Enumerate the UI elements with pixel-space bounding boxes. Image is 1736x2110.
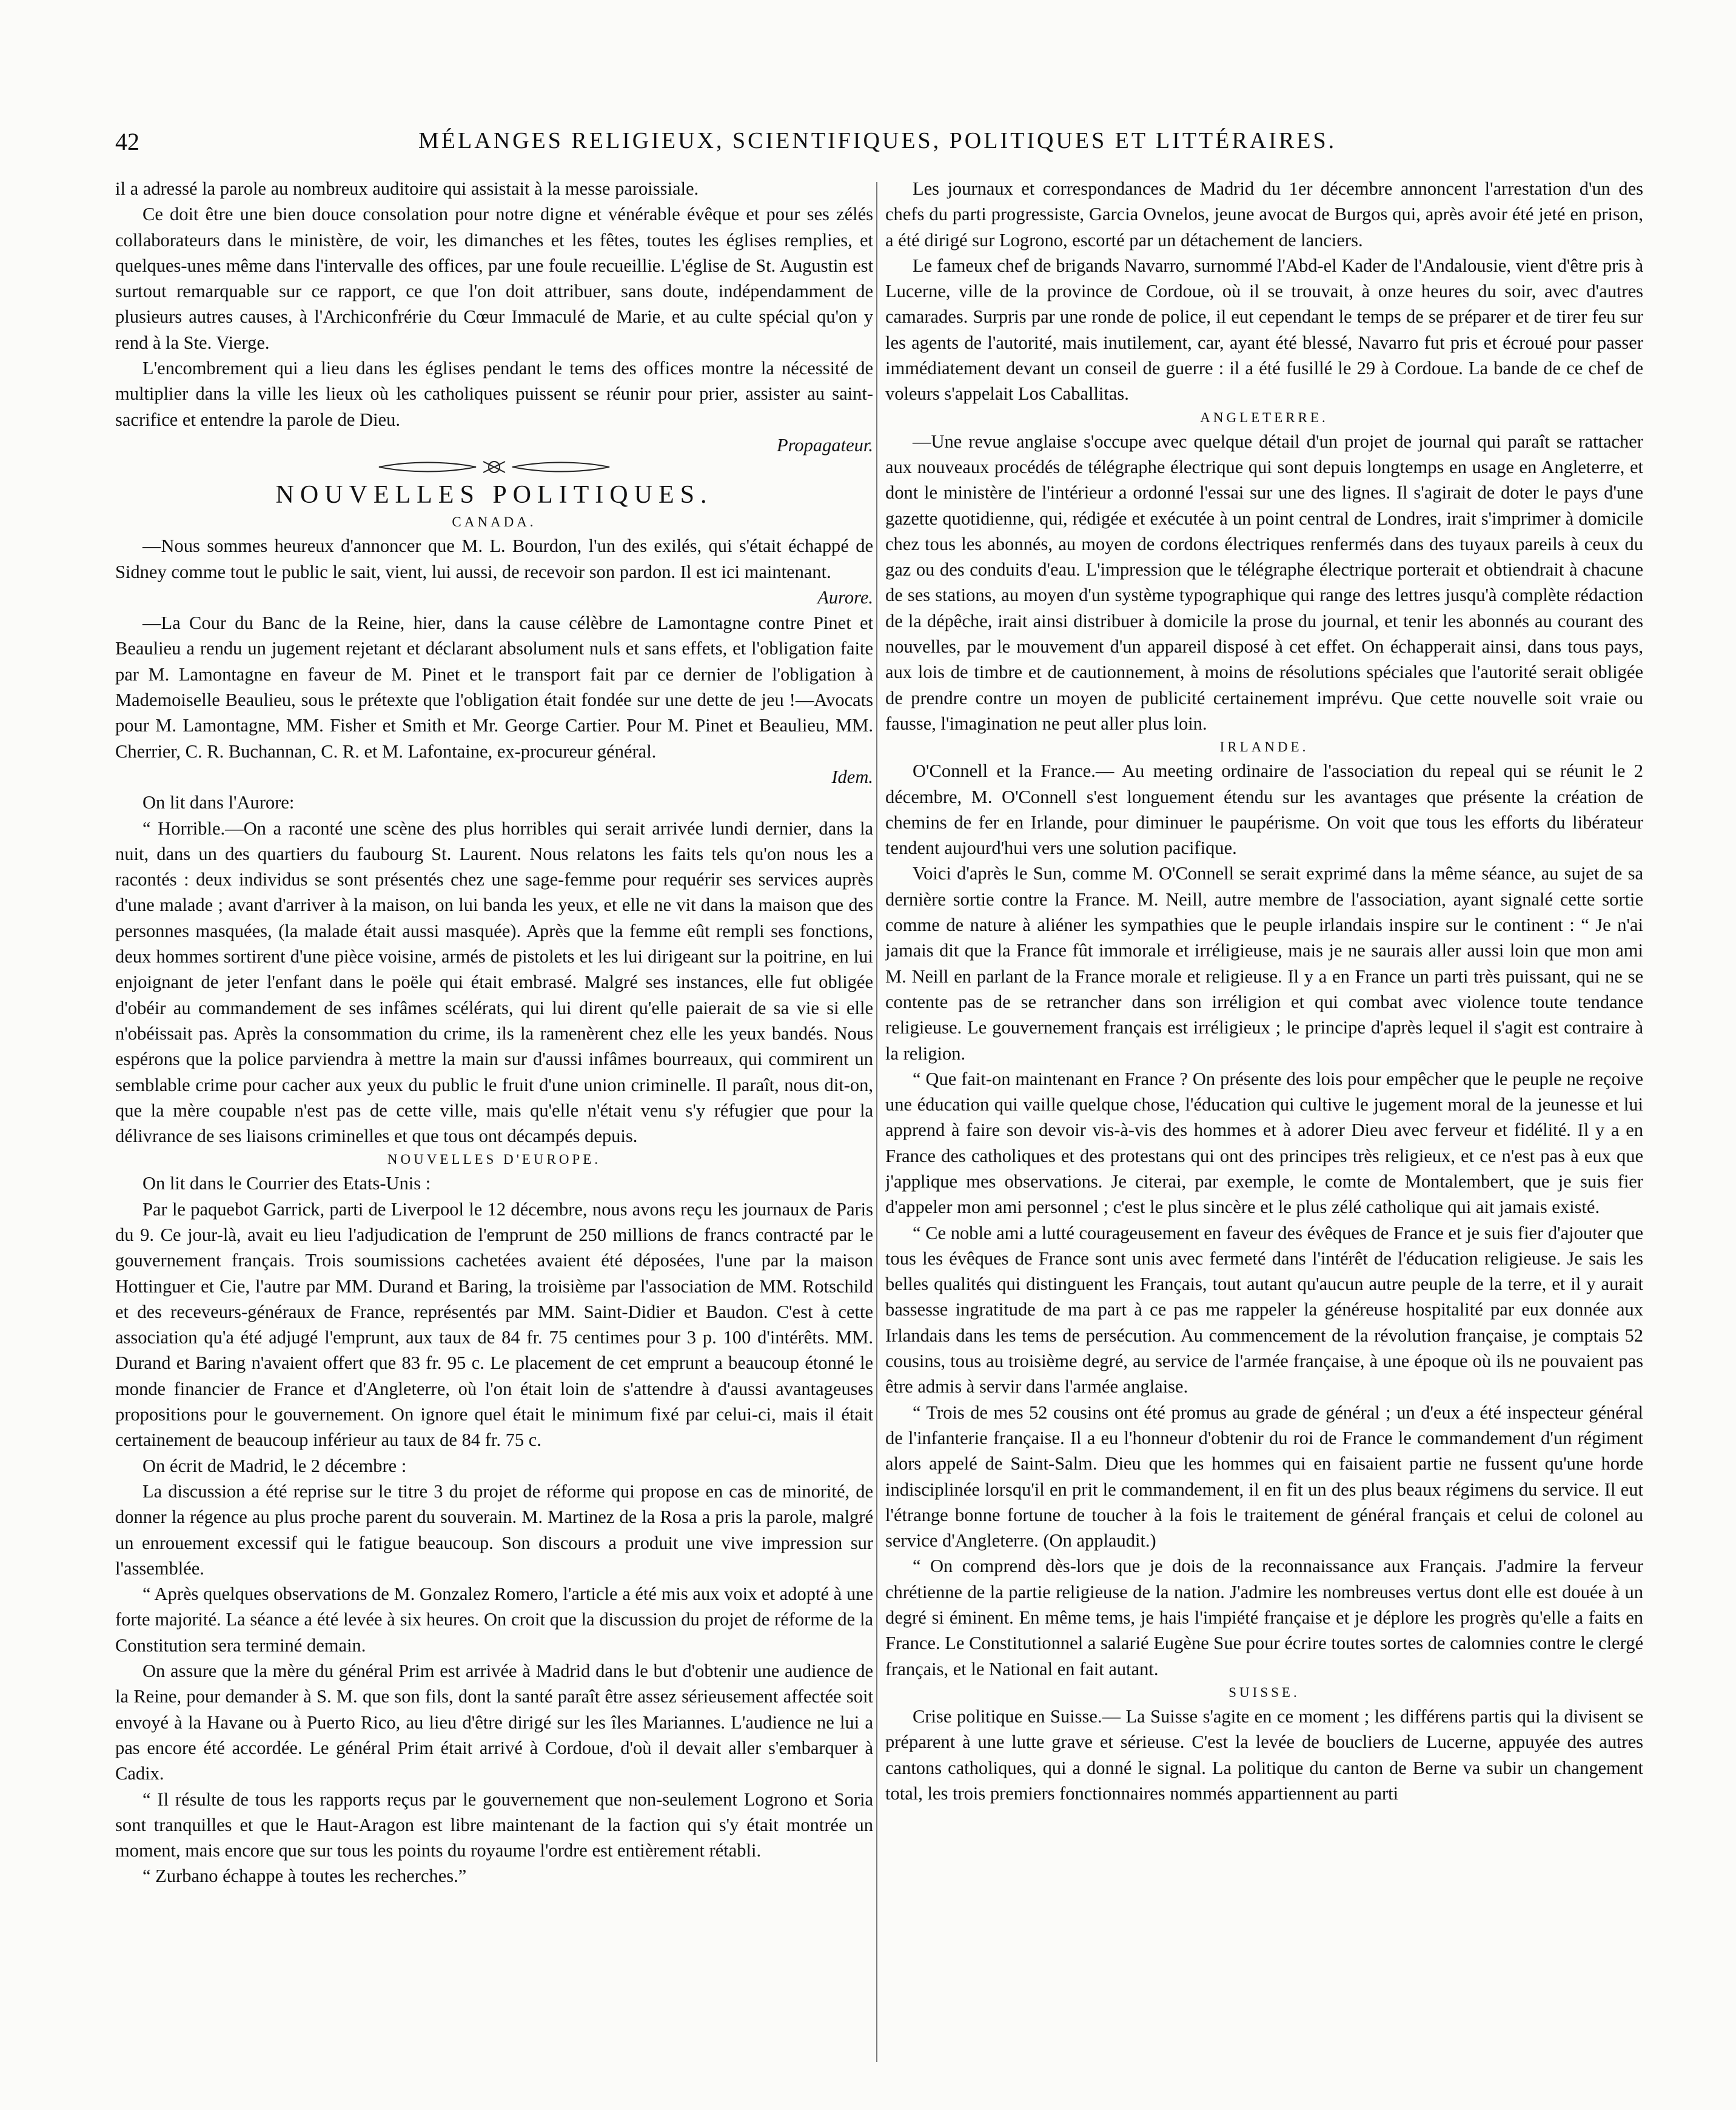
paragraph: Crise politique en Suisse.— La Suisse s'agite en ce moment ; les différens partis qui la divisent se préparent à une lutte grave et sérieuse. C'est la levée de boucliers de Lucerne, appuyée des autres cantons catholiques, qui a donné le signal. La politique du canton de Berne va subir un changement total, les trois premiers fonctionnaires nommés appartiennent au parti: [885, 1705, 1643, 1804]
paragraph: Le fameux chef de brigands Navarro, surnommé l'Abd-el Kader de l'Andalousie, vient d'être pris à Lucerne, ville de la province de Cordoue, où il se trouvait, à onze heures du soir, avec d'autres camarades. Surpris par une ronde de police, il eut cependant le temps de se préparer et de tirer feu sur les agents de l'autorité, mais inutilement, car, ayant été blessé, Navarro fut pris et écroué pour passer immédiatement devant un conseil de guerre : il a été fusillé le 29 à Cordoue. La bande de ce chef de voleurs s'appelait Los Caballitas.: [885, 255, 1643, 405]
paragraph: “ Horrible.—On a raconté une scène des plus horribles qui serait arrivée lundi dernier, dans la nuit, dans un des quartiers du faubourg St. Laurent. Nous relatons les faits tels qu'on nous les a racontés : deux individus se sont présentés chez une sage-femme pour requérir ses services auprès d'une malade ; avant d'arriver à la maison, on lui banda les yeux, et elle ne vit dans la maison que des personnes masquées, (la malade était aussi masquée). Après que la femme eût rempli ses fonctions, deux hommes sortirent d'une pièce voisine, armés de pistolets et les lui dirigeant sur la poitrine, en lui enjoignant de jeter l'enfant dans le poële qui était embrasé. Malgré ses instances, elle fut obligée d'obéir au commandement de ses infâmes scélérats, qui lui dirent qu'elle paierait de sa vie si elle n'obéissait pas. Après la consommation du crime, ils la ramenèrent chez elle les yeux bandés. Nous espérons que la police parviendra à mettre la main sur d'aussi infâmes bourreaux, qui commirent un semblable crime pour cacher aux yeux du public le fruit d'une union criminelle. Il paraît, nous dit-on, que la mère coupable n'est pas de cette ville, mais qu'elle n'était venu s'y réfugier que pour la délivrance de ses liaisons criminelles et que tous ont décampés depuis.: [115, 818, 873, 1147]
paragraph: O'Connell et la France.— Au meeting ordinaire de l'association du repeal qui se réunit le 2 décembre, M. O'Connell s'est longuement étendu sur les avantages que présente la création de chemins de fer en Irlande, pour diminuer le paupérisme. On voit que tous les efforts du libérateur tendent aujourd'hui vers une solution pacifique.: [885, 761, 1643, 859]
paragraph: “ Après quelques observations de M. Gonzalez Romero, l'article a été mis aux voix et adopté à une forte majorité. La séance a été levée à six heures. On croit que la discussion du projet de réforme de la Constitution sera terminé demain.: [115, 1584, 873, 1656]
left-column: [115, 176, 873, 2074]
subsection-title: NOUVELLES D'EUROPE.: [387, 1152, 602, 1168]
subsection-title: SUISSE.: [1228, 1684, 1300, 1700]
paragraph: —Une revue anglaise s'occupe avec quelque détail d'un projet de journal qui paraît se rattacher aux nouveaux procédés de télégraphe électrique qui sont depuis longtemps en usage en Angleterre, et dont le ministère de l'intérieur a ordonné l'essai sur une des lignes. Il s'agirait de doter le pays d'une gazette quotidienne, qui, rédigée et exécutée à un point central de Londres, irait s'imprimer à domicile chez tous les abonnés, au moyen de cordons électriques renfermés dans des tuyaux pareils à ceux du gaz ou des conduits d'eau. L'impression que le télégraphe électrique porterait et obtiendrait à chacune de ses stations, au moyen d'un système typographique qui range des lettres jusqu'à complète rédaction de la dépêche, irait ainsi distribuer à domicile la prose du journal, et tenir les abonnés au courant des nouvelles, par le mouvement d'un appareil disposé à cet effet. On échapperait ainsi, dans tous pays, aux lois de timbre et de cautionnement, à moins de résolutions spéciales que l'autorité serait obligée de prendre contre un moyen de publicité certainement imprévu. Que cette nouvelle soit vraie ou fausse, l'imagination ne peut aller plus loin.: [885, 431, 1643, 734]
paragraph: Voici d'après le Sun, comme M. O'Connell se serait exprimé dans la même séance, au sujet de sa dernière sortie contre la France. M. Neill, autre membre de l'association, ayant signalé cette sortie comme de nature à aliéner les sympathies que le peuple irlandais inspire sur le continent : “ Je n'ai jamais dit que la France fût immorale et irréligieuse, mais je ne saurais aller aussi loin que mon ami M. Neill en parlant de la France morale et religieuse. Il y a en France un parti très puissant, qui ne se contente pas de se retrancher dans son irréligion et qui combat avec violence toute tendance religieuse. Le gouvernement français est irréligieux ; le principe d'après lequel il s'agit est contraire à la religion.: [885, 863, 1643, 1064]
source-signature: Idem.: [831, 766, 873, 787]
paragraph: “ Zurbano échappe à toutes les recherches.”: [142, 1866, 467, 1887]
ornament-divider: [115, 458, 873, 476]
page-header: [115, 127, 1631, 170]
paragraph: On lit dans l'Aurore:: [142, 792, 295, 813]
subsection-title: ANGLETERRE.: [1200, 409, 1329, 425]
paragraph: On lit dans le Courrier des Etats-Unis :: [142, 1173, 431, 1194]
paragraph: —La Cour du Banc de la Reine, hier, dans la cause célèbre de Lamontagne contre Pinet et Beaulieu a rendu un jugement rejetant et déclarant absolument nuls et sans effets, et l'obligation faite par M. Lamontagne en faveur de M. Pinet et le transport fait par ce dernier de l'obligation à Mademoiselle Beaulieu, sous le prétexte que l'obligation était fondée sur une dette de jeu !—Avocats pour M. Lamontagne, MM. Fisher et Smith et Mr. George Cartier. Pour M. Pinet et Beaulieu, MM. Cherrier, C. R. Buchannan, C. R. et M. Lafontaine, ex-procureur général.: [115, 613, 873, 762]
paragraph: Par le paquebot Garrick, parti de Liverpool le 12 décembre, nous avons reçu les journaux de Paris du 9. Ce jour-là, avait eu lieu l'adjudication de l'emprunt de 250 millions de francs contracté par le gouvernement français. Trois soumissions cachetées avaient été déposées, l'une par la maison Hottinguer et Cie, l'autre par MM. Durand et Baring, la troisième par l'association de MM. Rotschild et des receveurs-généraux de France, représentés par MM. Saint-Didier et Baudon. C'est à cette association qu'a été adjugé l'emprunt, aux taux de 84 fr. 75 centimes pour 3 p. 100 d'intérêts. MM. Durand et Baring n'avaient offert que 83 fr. 95 c. Le placement de cet emprunt a beaucoup étonné le monde financier de France et d'Angleterre, où l'on était loin de s'attendre à d'aussi avantageuses propositions pour le gouvernement. On ignore quel était le minimum fixé par celui-ci, mais il était certainement de beaucoup inférieur au taux de 84 fr. 75 c.: [115, 1198, 873, 1451]
paragraph: il a adressé la parole au nombreux auditoire qui assistait à la messe paroissiale.: [115, 178, 699, 199]
paragraph: “ Que fait-on maintenant en France ? On présente des lois pour empêcher que le peuple ne reçoive une éducation qui vaille quelque chose, l'éducation qui cultive le jugement moral de la jeunesse et lui apprend à faire son devoir vis-à-vis des hommes et à adorer Dieu avec ferveur et fidélité. Il y a en France des catholiques et des protestans qui ont des principes très religieux, et ce n'est pas à eux que j'applique mes observations. Je citerai, par exemple, le comte de Montalembert, que je suis fier d'appeler mon ami personnel ; c'est le plus sincère et le plus zélé catholique qui ait jamais existé.: [885, 1068, 1643, 1218]
paragraph: Les journaux et correspondances de Madrid du 1er décembre annoncent l'arrestation d'un des chefs du parti progressiste, Garcia Ovnelos, jeune avocat de Burgos qui, après avoir été jeté en prison, a été dirigé sur Logrono, escorté par un détachement de lanciers.: [885, 178, 1643, 250]
paragraph: “ Il résulte de tous les rapports reçus par le gouvernement que non-seulement Logrono et Soria sont tranquilles et que le Haut-Aragon est libre maintenant de la faction qui s'y était montrée un moment, mais encore que sur tous les points du royaume l'ordre est entièrement rétabli.: [115, 1789, 873, 1861]
paragraph: La discussion a été reprise sur le titre 3 du projet de réforme qui propose en cas de minorité, de donner la régence au plus proche parent du souverain. M. Martinez de la Rosa a pris la parole, malgré un enrouement excessif qui le fatigue beaucoup. Son discours a produit une vive impression sur l'assemblée.: [115, 1480, 873, 1579]
subsection-title: CANADA.: [452, 514, 537, 530]
subsection-title: IRLANDE.: [1219, 739, 1309, 755]
source-signature: Aurore.: [817, 586, 873, 608]
source-signature: Propagateur.: [777, 434, 873, 455]
paragraph: —Nous sommes heureux d'annoncer que M. L. Bourdon, l'un des exilés, qui s'était échappé de Sidney comme tout le public le sait, vient, lui aussi, de recevoir son pardon. Il est ici maintenant.: [115, 536, 873, 582]
paragraph: “ Trois de mes 52 cousins ont été promus au grade de général ; un d'eux a été inspecteur général de l'infanterie française. Il a eu l'honneur d'obtenir du roi de France le commandement d'un régiment alors appelé de Saint-Salm. Dieu que les hommes qui en faisaient partie ne fussent qu'une horde indisciplinée lorsqu'il en prit le commandement, il en fit un des plus beaux régimens du service. Il eut l'étrange bonne fortune de toucher à la fois le traitement de général français et celui de colonel au service d'Angleterre. (On applaudit.): [885, 1402, 1643, 1551]
paragraph: Ce doit être une bien douce consolation pour notre digne et vénérable évêque et pour ses zélés collaborateurs dans le ministère, de voir, les dimanches et les fêtes, toutes les églises remplies, et quelques-unes même dans l'intervalle des offices, par une foule recueillie. L'église de St. Augustin est surtout remarquable sur ce rapport, ce que l'on doit attribuer, sans doute, indépendamment de plusieurs autres causes, à l'Archiconfrérie du Cœur Immaculé de Marie, et au culte spécial qu'on y rend à la Ste. Vierge.: [115, 204, 873, 353]
page-number: 42: [115, 128, 139, 155]
section-title: NOUVELLES POLITIQUES.: [275, 481, 713, 509]
running-title: MÉLANGES RELIGIEUX, SCIENTIFIQUES, POLITIQUES ET LITTÉRAIRES.: [418, 128, 1337, 153]
paragraph: L'encombrement qui a lieu dans les églises pendant le tems des offices montre la nécessité de multiplier dans la ville les lieux où les catholiques puissent se réunir pour prier, assister au saint-sacrifice et entendre la parole de Dieu.: [115, 358, 873, 430]
column-divider: [876, 182, 877, 2062]
paragraph: “ Ce noble ami a lutté courageusement en faveur des évêques de France et je suis fier d'ajouter que tous les évêques de France sont unis avec fermeté dans l'intérêt de l'éducation religieuse. Je sais les belles qualités qui distinguent les Français, tout autant qu'aucun autre peuple de la terre, et il y aurait bassesse ingratitude de ma part à ce pas me rappeler la généreuse hospitalité par eux donnée aux Irlandais dans les tems de persécution. Au commencement de la révolution française, je comptais 52 cousins, tous au troisième degré, au service de l'armée française, à une époque où ils ne pouvaient pas être admis à servir dans l'armée anglaise.: [885, 1222, 1643, 1397]
paragraph: On écrit de Madrid, le 2 décembre :: [142, 1455, 407, 1476]
paragraph: “ On comprend dès-lors que je dois de la reconnaissance aux Français. J'admire la ferveur chrétienne de la partie religieuse de la nation. J'admire les nombreuses vertus dont elle est douée à un degré si éminent. En même tems, je hais l'impiété française et je déplore les progrès qu'elle a faits en France. Le Constitutionnel a salarié Eugène Sue pour écrire toutes sortes de calomnies contre le clergé français, et le National en fait autant.: [885, 1556, 1643, 1679]
right-column: [885, 176, 1643, 2074]
paragraph: On assure que la mère du général Prim est arrivée à Madrid dans le but d'obtenir une audience de la Reine, pour demander à S. M. que son fils, dont la santé paraît être assez sérieusement affectée soit envoyé à la Havane ou à Puerto Rico, au lieu d'être dirigé sur les îles Mariannes. L'audience ne lui a pas encore été accordée. Le général Prim était arrivé à Cordoue, d'où il devait aller s'embarquer à Cadix.: [115, 1661, 873, 1784]
